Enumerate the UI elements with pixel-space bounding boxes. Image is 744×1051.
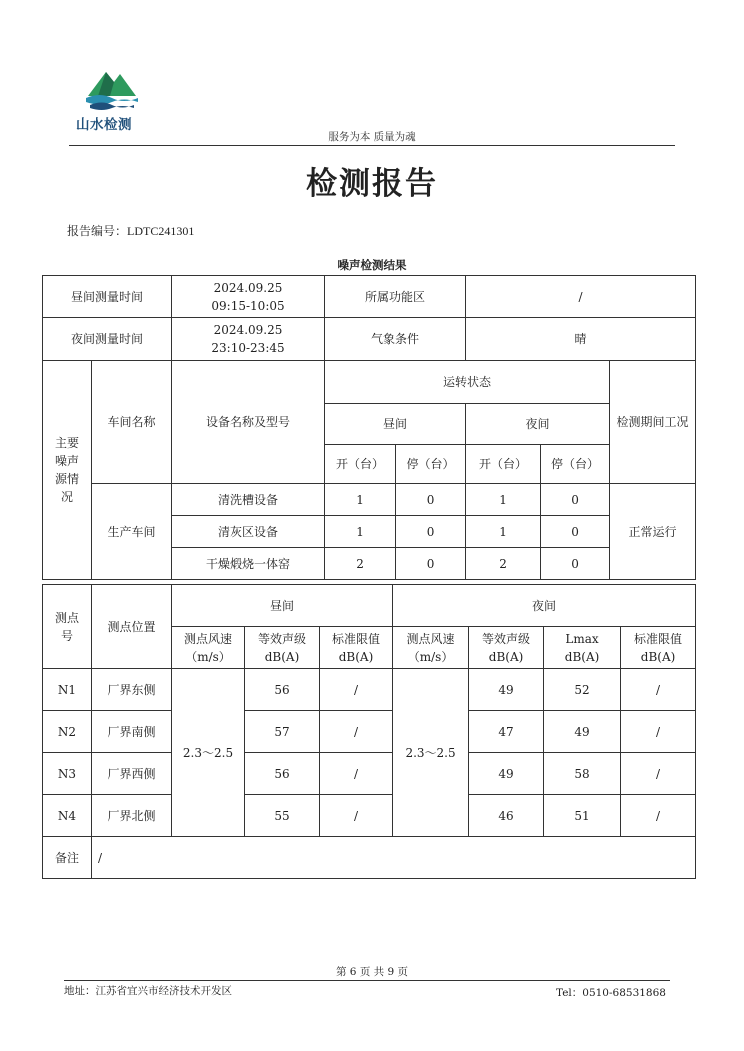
table-caption: 噪声检测结果: [337, 258, 407, 272]
run-day-header: 昼间: [325, 404, 466, 445]
device-day-on: 2: [325, 548, 396, 580]
device-day-off: 0: [396, 484, 466, 516]
func-zone-label: 所属功能区: [325, 276, 466, 318]
day-off-header: 停（台）: [396, 445, 466, 484]
device-night-off: 0: [541, 516, 610, 548]
device-night-on: 1: [466, 516, 541, 548]
point-no: N1: [43, 669, 92, 711]
night-leq: 46: [469, 795, 544, 837]
device-day-off: 0: [396, 516, 466, 548]
day-limit: /: [320, 753, 393, 795]
func-zone-value: /: [466, 276, 696, 318]
day-limit-header: 标准限值 dB(A): [320, 627, 393, 669]
noise-results-table: [42, 275, 696, 580]
device-night-off: 0: [541, 484, 610, 516]
night-off-header: 停（台）: [541, 445, 610, 484]
device-night-on: 1: [466, 484, 541, 516]
night-leq: 49: [469, 753, 544, 795]
point-pos: 厂界北侧: [92, 795, 172, 837]
day-limit: /: [320, 669, 393, 711]
night-time-label: 夜间测量时间: [43, 318, 172, 361]
night-lmax: 49: [544, 711, 621, 753]
device-night-off: 0: [541, 548, 610, 580]
point-pos-header: 测点位置: [92, 585, 172, 669]
night-limit: /: [621, 669, 696, 711]
device-night-on: 2: [466, 548, 541, 580]
slogan: 服务为本 质量为魂: [328, 131, 416, 143]
point-no: N3: [43, 753, 92, 795]
day-leq: 56: [245, 669, 320, 711]
remark-value: /: [92, 837, 696, 879]
night-limit: /: [621, 711, 696, 753]
device-name: 清洗槽设备: [172, 484, 325, 516]
night-section-header: 夜间: [393, 585, 696, 627]
night-on-header: 开（台）: [466, 445, 541, 484]
device-header: 设备名称及型号: [172, 361, 325, 484]
device-name: 清灰区设备: [172, 516, 325, 548]
day-leq-header: 等效声级 dB(A): [245, 627, 320, 669]
device-day-on: 1: [325, 516, 396, 548]
report-number-value: LDTC241301: [127, 224, 195, 238]
page-number: 第 6 页 共 9 页: [335, 966, 409, 978]
day-section-header: 昼间: [172, 585, 393, 627]
weather-label: 气象条件: [325, 318, 466, 361]
night-wind-header: 测点风速 （m/s）: [393, 627, 469, 669]
day-leq: 56: [245, 753, 320, 795]
mountain-water-logo-icon: [84, 66, 140, 112]
point-no-header: 测点 号: [43, 585, 92, 669]
night-lmax: 52: [544, 669, 621, 711]
header-divider: [69, 145, 675, 146]
night-lmax-header: Lmax dB(A): [544, 627, 621, 669]
footer-address: 地址：江苏省宜兴市经济技术开发区: [64, 985, 232, 997]
day-wind-value: 2.3～2.5: [172, 669, 245, 837]
report-number-label: 报告编号：: [67, 224, 128, 238]
night-leq-header: 等效声级 dB(A): [469, 627, 544, 669]
point-pos: 厂界东侧: [92, 669, 172, 711]
night-wind-value: 2.3～2.5: [393, 669, 469, 837]
weather-value: 晴: [466, 318, 696, 361]
night-leq: 47: [469, 711, 544, 753]
point-pos: 厂界南侧: [92, 711, 172, 753]
point-no: N2: [43, 711, 92, 753]
device-day-off: 0: [396, 548, 466, 580]
condition-value: 正常运行: [610, 484, 696, 580]
day-wind-header: 测点风速 （m/s）: [172, 627, 245, 669]
day-on-header: 开（台）: [325, 445, 396, 484]
day-limit: /: [320, 711, 393, 753]
measurement-points-table: [42, 584, 696, 879]
day-time-value: 2024.09.25 09:15-10:05: [172, 276, 325, 318]
run-night-header: 夜间: [466, 404, 610, 445]
night-time-value: 2024.09.25 23:10-23:45: [172, 318, 325, 361]
point-no: N4: [43, 795, 92, 837]
company-logo: [76, 66, 156, 136]
night-lmax: 51: [544, 795, 621, 837]
noise-source-label: 主要 噪声 源情 况: [43, 361, 92, 580]
report-number: [67, 222, 194, 239]
run-state-header: 运转状态: [325, 361, 610, 404]
condition-header: 检测期间工况: [610, 361, 696, 484]
day-time-label: 昼间测量时间: [43, 276, 172, 318]
night-limit-header: 标准限值 dB(A): [621, 627, 696, 669]
night-limit: /: [621, 795, 696, 837]
device-name: 干燥煅烧一体窑: [172, 548, 325, 580]
day-leq: 55: [245, 795, 320, 837]
night-leq: 49: [469, 669, 544, 711]
night-limit: /: [621, 753, 696, 795]
footer-divider: [64, 980, 670, 981]
device-day-on: 1: [325, 484, 396, 516]
remark-label: 备注: [43, 837, 92, 879]
day-leq: 57: [245, 711, 320, 753]
workshop-header: 车间名称: [92, 361, 172, 484]
point-pos: 厂界西侧: [92, 753, 172, 795]
footer-tel: Tel：0510-68531868: [556, 987, 666, 999]
page-title: 检测报告: [306, 166, 438, 202]
day-limit: /: [320, 795, 393, 837]
logo-text: 山水检测: [76, 117, 132, 133]
night-lmax: 58: [544, 753, 621, 795]
workshop-name: 生产车间: [92, 484, 172, 580]
